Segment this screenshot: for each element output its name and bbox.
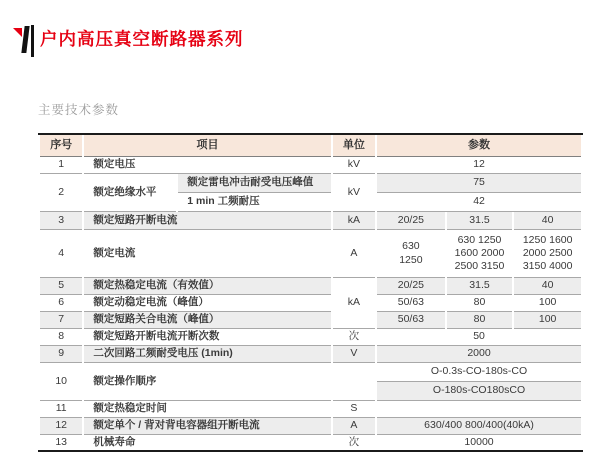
cell-r11-unit: S xyxy=(333,401,375,418)
cell-r2-param1: 75 xyxy=(377,174,581,193)
table-row xyxy=(40,230,581,278)
cell-r1-unit: kV xyxy=(333,157,375,174)
cell-r9-no: 9 xyxy=(40,346,82,363)
cell-r5-unit: kA xyxy=(333,278,375,329)
cell-r3-unit: kA xyxy=(333,212,375,230)
logo-bar-icon xyxy=(31,25,34,57)
value-line: 1250 1600 xyxy=(522,233,573,246)
cell-r6-item: 额定动稳定电流（峰值） xyxy=(84,295,330,312)
cell-r7-no: 7 xyxy=(40,312,82,329)
cell-r9-unit: V xyxy=(333,346,375,363)
cell-r2-param2: 42 xyxy=(377,193,581,212)
value-line: 1250 xyxy=(399,253,423,266)
cell-r6-p1: 50/63 xyxy=(377,295,445,312)
value-line: 2000 2500 xyxy=(522,246,573,259)
cell-r8-unit: 次 xyxy=(333,329,375,346)
cell-r12-item: 额定单个 / 背对背电容器组开断电流 xyxy=(84,418,330,435)
cell-r4-p1 xyxy=(377,230,445,278)
cell-r5-p1: 20/25 xyxy=(377,278,445,295)
parameters-table-container xyxy=(38,133,583,452)
cell-r3-no: 3 xyxy=(40,212,82,230)
cell-r13-param: 10000 xyxy=(464,436,494,448)
table-row xyxy=(40,363,581,382)
col-header-param: 参数 xyxy=(377,135,581,157)
cell-r2-item: 额定绝缘水平 xyxy=(84,174,176,212)
cell-r7-p1: 50/63 xyxy=(377,312,445,329)
cell-r10-item: 额定操作顺序 xyxy=(84,363,330,401)
cell-r10-unit xyxy=(333,363,375,401)
cell-r4-no: 4 xyxy=(40,230,82,278)
cell-r10-no: 10 xyxy=(40,363,82,401)
table-row xyxy=(40,435,581,450)
cell-r10-param2: O-180s-CO180sCO xyxy=(377,382,581,401)
brand-logo xyxy=(13,25,39,57)
cell-r2-subitem2: 1 min 工频耐压 xyxy=(178,193,330,212)
cell-r1-no: 1 xyxy=(40,157,82,174)
cell-r11-param xyxy=(377,401,581,418)
cell-r12-unit: A xyxy=(333,418,375,435)
col-header-unit: 单位 xyxy=(333,135,375,157)
cell-r11-no: 11 xyxy=(40,401,82,418)
cell-r5-item: 额定热稳定电流（有效值） xyxy=(84,278,330,295)
table-row xyxy=(40,401,581,418)
value-line: 630 xyxy=(402,240,420,253)
table-row xyxy=(40,278,581,295)
table-row xyxy=(40,174,581,193)
cell-r1-param: 12 xyxy=(377,157,581,174)
value-line: 630 1250 xyxy=(457,233,502,246)
cell-r13-no: 13 xyxy=(55,436,68,448)
cell-r1-item: 额定电压 xyxy=(84,157,330,174)
table-row xyxy=(40,346,581,363)
table-row xyxy=(40,295,581,312)
cell-r8-param: 50 xyxy=(377,329,581,346)
cell-r4-unit: A xyxy=(333,230,375,278)
cell-r7-p3: 100 xyxy=(514,312,581,329)
logo-triangle-icon xyxy=(13,28,22,37)
cell-r3-p2: 31.5 xyxy=(447,212,513,230)
logo-stroke-icon xyxy=(21,26,29,53)
cell-r13-item: 机械寿命 xyxy=(93,436,136,448)
cell-r9-param: 2000 xyxy=(377,346,581,363)
table-row xyxy=(40,157,581,174)
col-header-item: 项目 xyxy=(84,135,330,157)
cell-r4-item: 额定电流 xyxy=(84,230,330,278)
cell-r9-item: 二次回路工频耐受电压 (1min) xyxy=(84,346,330,363)
cell-r11-item: 额定热稳定时间 xyxy=(84,401,330,418)
cell-r8-item: 额定短路开断电流开断次数 xyxy=(84,329,330,346)
cell-r4-p2 xyxy=(447,230,513,278)
section-heading: 主要技术参数 xyxy=(38,103,120,117)
col-header-no: 序号 xyxy=(40,135,82,157)
parameters-table xyxy=(38,133,583,452)
cell-r6-no: 6 xyxy=(40,295,82,312)
cell-r7-p2: 80 xyxy=(447,312,513,329)
cell-r6-p2: 80 xyxy=(447,295,513,312)
cell-r2-subitem1: 额定雷电冲击耐受电压峰值 xyxy=(178,174,330,193)
cell-r10-param1: O-0.3s-CO-180s-CO xyxy=(377,363,581,382)
page-title: 户内高压真空断路器系列 xyxy=(40,29,244,49)
cell-r3-item: 额定短路开断电流 xyxy=(84,212,330,230)
cell-r4-p3 xyxy=(514,230,581,278)
value-line: 2500 3150 xyxy=(454,260,505,273)
cell-r2-no: 2 xyxy=(40,174,82,212)
cell-r7-item: 额定短路关合电流（峰值） xyxy=(84,312,330,329)
table-row xyxy=(40,329,581,346)
value-line: 3150 4000 xyxy=(522,260,573,273)
cell-r5-p3: 40 xyxy=(514,278,581,295)
cell-r2-unit: kV xyxy=(333,174,375,212)
value-line: 1600 2000 xyxy=(454,246,505,259)
cell-r8-no: 8 xyxy=(40,329,82,346)
cell-r6-p3: 100 xyxy=(514,295,581,312)
cell-r13-unit: 次 xyxy=(348,436,360,448)
cell-r3-p1: 20/25 xyxy=(377,212,445,230)
cell-r5-p2: 31.5 xyxy=(447,278,513,295)
table-row xyxy=(40,212,581,230)
header-row xyxy=(40,135,581,157)
cell-r3-p3: 40 xyxy=(514,212,581,230)
table-row xyxy=(40,418,581,435)
cell-r12-param: 630/400 800/400(40kA) xyxy=(377,418,581,435)
cell-r12-no: 12 xyxy=(40,418,82,435)
table-row xyxy=(40,312,581,329)
cell-r5-no: 5 xyxy=(40,278,82,295)
